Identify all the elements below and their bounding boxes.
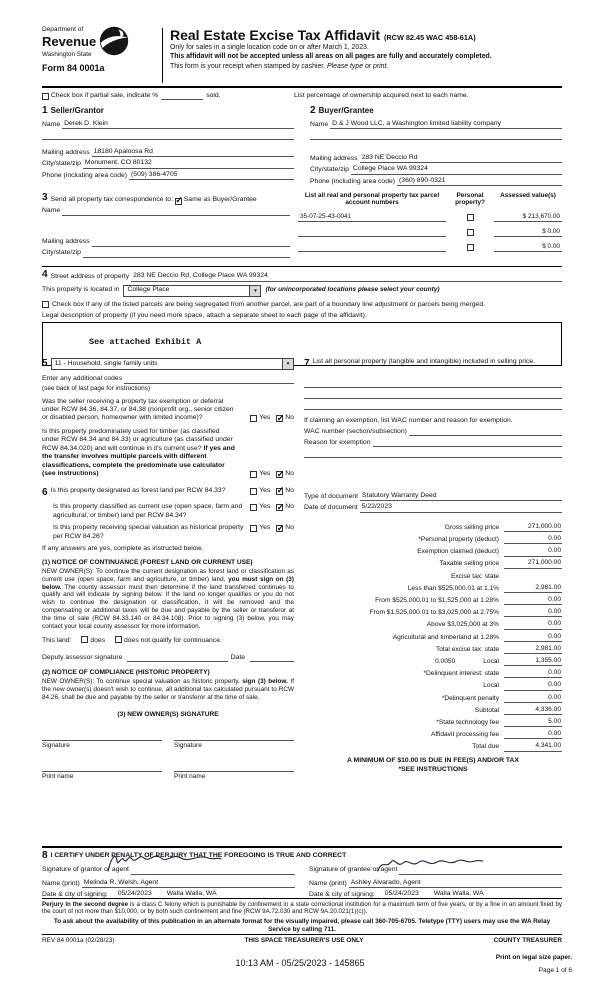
personal-property-line[interactable] [304, 399, 562, 410]
assessed-value-field[interactable]: $ 213,670.00 [494, 213, 562, 222]
section-5-number: 5 [42, 358, 48, 369]
tax-row: From $1,525,000.01 to $3,025,000 at 2.75% 0.00 [369, 608, 561, 617]
buyer-phone-field[interactable]: (360) 890-0321 [397, 177, 562, 186]
tax-row: *Personal property (deduct) 0.00 [418, 535, 561, 544]
deputy-date-field[interactable] [250, 653, 294, 662]
legal-size-note: Print on legal size paper. [495, 954, 572, 961]
predominate-use-question: Is this property predominately used for timber (as classified under RCW 84.34 and 84.33) or agriculture (as classified under RCW 84.34.020) and will continue in it's current use? If yes and the transfer involves multiple parcels with different classifications, complete the predominate use calculator (see instructions) [42, 427, 235, 478]
does-qualify-checkbox[interactable] [81, 636, 88, 643]
section-4-number: 4 [42, 269, 48, 280]
county-treasurer-label: COUNTY TREASURER [493, 937, 562, 944]
personal-property-checkbox[interactable] [467, 214, 474, 221]
exemption-claimed-value[interactable]: 0.00 [504, 547, 562, 556]
located-in-label: This property is located in [42, 286, 120, 294]
parcel-row [298, 237, 562, 252]
section-3-number: 3 [42, 192, 48, 203]
seller-phone-field[interactable]: (509) 386-4705 [129, 171, 294, 180]
exemption-reason-field[interactable] [373, 438, 563, 447]
received-timestamp: 10:13 AM - 05/25/2023 - 145865 [235, 958, 365, 968]
segregated-checkbox[interactable] [42, 301, 49, 308]
exemption-no-checkbox[interactable] [276, 415, 283, 422]
parcel-row [298, 207, 562, 222]
header-divider [162, 28, 163, 83]
predominate-no-checkbox[interactable] [276, 471, 283, 478]
new-owner-printname-row: Print name Print name [42, 762, 294, 781]
tier1-tax-value[interactable]: 2,981.00 [504, 584, 562, 593]
state-technology-fee-value[interactable]: 5.00 [504, 718, 562, 727]
predominate-yes-checkbox[interactable] [250, 471, 257, 478]
perjury-statement: Perjury in the second degree is a class C felony which is punishable by confinement in a state correctional institution for a maximum term of five years, or by a fine in an amount fixed by the court of not more than $10,000, or by both such confinement and fine (RCW 9A.72.030 and RCW 9A.20.021(1)(c)). [42, 901, 562, 916]
page-title: Real Estate Excise Tax Affidavit (RCW 82.45 WAC 458-61A) [170, 27, 476, 43]
tax-row: Agricultural and timberland at 1.28% 0.00 [392, 632, 561, 641]
tax-row: Excise tax: state [450, 572, 499, 580]
section-8 [42, 846, 562, 899]
treasurer-space-label: THIS SPACE TREASURER'S USE ONLY [244, 937, 364, 944]
section-1-number: 1 [42, 105, 48, 116]
new-owner-printname-field[interactable] [42, 762, 162, 772]
legal-description-field[interactable]: See attached Exhibit A [42, 322, 562, 366]
document-date-field[interactable]: 5/22/2023 [360, 503, 562, 512]
tax-row: *State technology fee 5.00 [436, 717, 561, 726]
notice-compliance-title: (2) NOTICE OF COMPLIANCE (HISTORIC PROPERTY) [42, 669, 210, 676]
delinquent-interest-state-value[interactable]: 0.00 [504, 669, 562, 678]
tier2-tax-value[interactable]: 0.00 [504, 596, 562, 605]
grantor-signature-block: Signature of grantor or agent Name (print) Melinda R. Welsh, Agent Date & city of signing: 05/24/2023 Walla Walla, WA [42, 866, 295, 900]
seller-name-field[interactable]: Derek D. Klein [62, 120, 294, 129]
total-due-value[interactable]: 4,341.00 [504, 742, 562, 751]
parcel-number-field[interactable]: 35-07-25-43-0041 [298, 213, 446, 222]
delinquent-penalty-value[interactable]: 0.00 [504, 694, 562, 703]
tax-row: Affidavit processing fee 0.00 [430, 730, 561, 739]
personal-property-header: Personal property? [455, 192, 485, 207]
gross-selling-price-value[interactable]: 271,000.00 [504, 523, 562, 532]
historical-question: Is this property receiving special valuation as historical property per RCW 84.26? [53, 524, 244, 540]
personal-property-line[interactable] [304, 388, 562, 399]
tax-row: Less than $525,000.01 at 1.1% 2,981.00 [407, 583, 561, 592]
tax-row: Gross selling price 271,000.00 [444, 522, 561, 531]
buyer-name2-field[interactable] [310, 131, 562, 140]
grantor-city-field[interactable]: Walla Walla, WA [163, 890, 295, 899]
personal-property-intro: List all personal property (tangible and intangible) included in selling price. [312, 358, 536, 365]
deputy-signature-field[interactable] [127, 653, 227, 662]
alternate-format-note: To ask about the availability of this publication in an alternate format for the visually impaired, please call 360-705-6705. Teletype (TTY) users may use the WA Relay Service by calling 711. [53, 917, 551, 933]
tax-row: Exemption claimed (deduct) 0.00 [417, 547, 561, 556]
header-note-3: This form is your receipt when stamped by cashier. Please type or print. [170, 62, 389, 70]
document-type-field[interactable]: Statutory Warranty Deed [360, 492, 562, 501]
deputy-assessor-row: Deputy assessor signature Date [42, 653, 294, 662]
middle-columns [42, 358, 562, 844]
land-use-dropdown[interactable]: 11 - Household, single family units ▼ [51, 358, 294, 370]
sold-label: sold. [206, 92, 221, 99]
new-owner-signature-field[interactable] [174, 731, 294, 741]
seller-mailing-field[interactable]: 18180 Apaloosa Rd [92, 148, 294, 157]
if-yes-instruction: If any answers are yes, complete as instructed below. [42, 545, 203, 553]
section-7-number: 7 [304, 358, 310, 369]
agricultural-tax-value[interactable]: 0.00 [504, 633, 562, 642]
tax-row: 0.0050 Local 1,355.00 [435, 656, 561, 665]
exemption-intro: If claiming an exemption, list WAC number and reason for exemption. [304, 416, 513, 424]
personal-property-deduct-value[interactable]: 0.00 [504, 535, 562, 544]
subtotal-value[interactable]: 4,336.00 [504, 706, 562, 715]
see-instructions-note: *SEE INSTRUCTIONS [398, 766, 468, 773]
partial-percent-field[interactable] [161, 92, 203, 100]
same-as-buyer-label: Same as Buyer/Grantee [183, 196, 257, 204]
grantee-signature-field[interactable] [399, 866, 562, 875]
buyer-mailing-field[interactable]: 283 NE Deccio Rd [360, 154, 562, 163]
exemption-reason-line[interactable] [304, 447, 562, 458]
parties-section [42, 105, 562, 186]
certify-statement: I CERTIFY UNDER PENALTY OF PERJURY THAT THE FOREGOING IS TRUE AND CORRECT [50, 852, 347, 859]
buyer-name-field[interactable]: D & J Wood LLC, a Washington limited liability company [330, 120, 562, 129]
parcel-table [298, 192, 562, 258]
seller-block: 1 Seller/Grantor Name Derek D. Klein Mailing address 18180 Apaloosa Rd City/state/zip Monument, CO 80132 Phone (including area code) (509) 386-4705 [42, 105, 294, 186]
page-number: Page 1 of 6 [538, 967, 572, 975]
personal-property-checkbox[interactable] [467, 229, 474, 236]
header-note-2: This affidavit will not be accepted unless all areas on all pages are fully and accurately completed. [170, 53, 492, 61]
correspondence-csz-field[interactable] [83, 249, 290, 258]
codes-note: (see back of last page for instructions) [42, 384, 150, 392]
assessed-value-field[interactable]: $ 0.00 [494, 243, 562, 252]
revenue-wordmark: Revenue [42, 34, 97, 50]
wac-number-field[interactable] [409, 427, 562, 436]
seller-title: Seller/Grantor [50, 106, 104, 115]
section-5-6-column: 5 11 - Household, single family units ▼ Enter any additional codes (see back of last page for instructions) Was the seller receiving a property tax exemption or deferral under RCW 84.36, 84.37, or 84.38 (nonprofit org., senior citizen or disabled person, homeowner with limited income)? Yes ✓ No Is this property predominately used for timber (as classified under RCW 84.34 and 84.33) or agriculture (as classified under RCW 84.34.020) and will continue in it's current use? If yes and the transfer involves multiple parcels with different classifications, complete the predominate use calculator (see instructions) Yes ✓ No 6 Is this property designated as forest land per RCW 84.33? Yes ✓ No Is this property classified as current use (open space, farm and agricultural, or timber) land per RCW 84.34? Yes ✓ No Is this property receiving special valuation as historical property per RCW 84.26? Yes ✓ No If any answers are yes, complete as instructed below. (1) NOTICE OF CONTINUANCE (FOREST LAND OR CURRENT USE) NEW OWNER(S): To continue the current designation as forest land or classification as current use (open space, farm and agriculture, or timber) land, you must sign on (3) below. The county assessor must then determine if the land transferred continues to qualify and will indicate by signing below. If the land no longer qualifies or you do not wish to continue the designation or classification, it will be removed and the compensating or additional taxes will be due and payable by the seller or transferor at the time of sale (RCW 84.33.140 or 84.34.108). Prior to signing (3) below, you may contact your local county assessor for more information. This land: does does not qualify for continuance. Deputy assessor signature Date (2) NOTICE OF COMPLIANCE (HISTORIC PROPERTY) NEW OWNER(S): To continue special valuation as historic property, sign (3) below. If the new owner(s) doesn't wish to continue, all additional tax calculated pursuant to RCW 84.26, shall be due and payable by the seller or transferor at the time of sale. (3) NEW OWNER(S) SIGNATURE Signature Signature Print name Print name [42, 358, 294, 844]
notice-continuance-body: NEW OWNER(S): To continue the current designation as forest land or classification as current use (open space, farm and agriculture, or timber) land, you must sign on (3) below. The county assessor must then determine if the land transferred continues to qualify and will indicate by signing below. If the land no longer qualifies or you do not wish to continue the designation or classification, it will be removed and the compensating or additional taxes will be due and payable by the seller or transferor at the time of sale (RCW 84.33.140 or 84.34.108). Prior to signing (3) below, you may contact your local county assessor for more information. [42, 568, 294, 630]
correspondence-label: Send all property tax correspondence to: [50, 196, 173, 204]
new-owner-signature-field[interactable] [42, 731, 162, 741]
parcel-row [298, 222, 562, 237]
parcel-number-field[interactable] [298, 228, 446, 237]
dor-logo-icon [99, 26, 129, 56]
correspondence-mailing-field[interactable] [92, 238, 290, 247]
tax-row: Total excise tax: state 2,981.00 [435, 644, 561, 653]
tax-row: *Delinquent interest: state 0.00 [423, 669, 561, 678]
ownership-percent-note: List percentage of ownership acquired next to each name. [294, 92, 469, 99]
taxable-selling-price-value[interactable]: 271,000.00 [504, 559, 562, 568]
bottom-row [42, 934, 562, 945]
personal-property-line[interactable] [304, 377, 562, 388]
title-block [170, 26, 562, 83]
section-8-number: 8 [42, 850, 48, 861]
partial-sale-row [42, 92, 562, 100]
seller-csz-field[interactable]: Monument, CO 80132 [83, 159, 294, 168]
tax-row: From $525,000.01 to $1,525,000 at 1.28% 0.00 [375, 596, 561, 605]
partial-sale-checkbox[interactable] [42, 93, 49, 100]
exemption-question: Was the seller receiving a property tax exemption or deferral under RCW 84.36, 84.37, or 84.38 (nonprofit org., senior citizen or disabled person, homeowner with limited income)? [42, 397, 234, 422]
tier4-tax-value[interactable]: 0.00 [504, 620, 562, 629]
forest-land-question: Is this property designated as forest land per RCW 84.33? [50, 486, 226, 494]
rcw-reference: (RCW 82.45 WAC 458-61A) [383, 33, 476, 42]
new-owner-signature-row: Signature Signature [42, 731, 294, 750]
delinquent-interest-local-value[interactable]: 0.00 [504, 681, 562, 690]
additional-codes-field[interactable] [124, 375, 294, 384]
excise-tax-table [304, 520, 562, 752]
segregated-label: Check box if any of the listed parcels are being segregated from another parcel, are part of a boundary line adjustment or parcels being merged. [52, 300, 485, 308]
land-qualify-row: This land: does does not qualify for continuance. [42, 636, 222, 644]
parcel-number-field[interactable] [298, 243, 446, 252]
tax-row: Local 0.00 [483, 681, 561, 690]
grantee-signature-block: Signature of grantee or agent Name (print) Ashley Alvarado, Agent Date & city of signing: 05/24/2023 Walla Walla, WA [309, 866, 562, 900]
current-use-no-checkbox[interactable] [276, 504, 283, 511]
notice-continuance-title: (1) NOTICE OF CONTINUANCE (FOREST LAND OR CURRENT USE) [42, 558, 253, 566]
tax-row: *Delinquent penalty 0.00 [441, 693, 561, 702]
current-use-yes-checkbox[interactable] [250, 504, 257, 511]
tax-row: Taxable selling price 271,000.00 [439, 559, 561, 568]
washington-state-label: Washington State [42, 51, 92, 59]
historical-yes-checkbox[interactable] [250, 525, 257, 532]
minimum-due-note: A MINIMUM OF $10.00 IS DUE IN FEE(S) AND/OR TAX [347, 756, 519, 764]
legal-description-label: Legal description of property (if you need more space, attach a separate sheet to each page of the affidavit). [42, 311, 367, 319]
grantee-date-field[interactable]: 05/24/2023 [377, 890, 427, 899]
street-address-field[interactable]: 283 NE Deccio Rd, College Place WA 99324 [131, 272, 562, 281]
form-number: Form 84 0001a [42, 63, 105, 74]
tax-row: Subtotal 4,336.00 [474, 705, 561, 714]
historical-no-checkbox[interactable] [276, 525, 283, 532]
seller-name2-field[interactable] [42, 131, 294, 140]
section-2-number: 2 [310, 105, 316, 116]
forest-yes-checkbox[interactable] [250, 488, 257, 495]
perjury-block [42, 898, 562, 933]
print-notes [496, 954, 572, 975]
grantor-date-field[interactable]: 05/24/2023 [110, 890, 160, 899]
location-dropdown[interactable]: College Place ▼ [123, 285, 261, 297]
tax-row: Above $3,025,000 at 3% 0.00 [426, 620, 561, 629]
grantee-city-field[interactable]: Walla Walla, WA [430, 890, 562, 899]
assessed-value-field[interactable]: $ 0.00 [494, 228, 562, 237]
buyer-block: 2 Buyer/Grantee Name D & J Wood LLC, a Washington limited liability company Mailing address 283 NE Deccio Rd City/state/zip College Place WA 99324 Phone (including area code) (360) 890-0321 [310, 105, 562, 186]
tier3-tax-value[interactable]: 0.00 [504, 608, 562, 617]
correspondence-name-field[interactable] [62, 207, 290, 216]
buyer-csz-field[interactable]: College Place WA 99324 [351, 165, 562, 174]
assessed-value-header: Assessed value(s) [500, 192, 556, 199]
affidavit-processing-fee-value[interactable]: 0.00 [504, 730, 562, 739]
notice-compliance-body: NEW OWNER(S): To continue special valuation as historic property, sign (3) below. If the new owner(s) doesn't wish to continue, all additional tax calculated pursuant to RCW 84.26, shall be due and payable by the seller or transferor at the time of sale. [42, 678, 294, 701]
exemption-yes-checkbox[interactable] [250, 415, 257, 422]
chevron-down-icon[interactable]: ▼ [282, 359, 293, 369]
form-header [42, 26, 562, 88]
forest-no-checkbox[interactable] [276, 488, 283, 495]
parcel-numbers-header: List all real and personal property tax parcel account numbers [304, 192, 440, 207]
current-use-question: Is this property classified as current use (open space, farm and agricultural, or timber) land per RCW 84.34? [53, 503, 243, 519]
dept-of-label: Department of [42, 26, 84, 33]
rev-number: REV 84 0001a (02/28/23) [42, 937, 115, 944]
unincorporated-note: (for unincorporated locations please select your county) [265, 286, 440, 294]
new-owner-signature-title: (3) NEW OWNER(S) SIGNATURE [117, 710, 219, 718]
header-note-1: Only for sales in a single location code on or after March 1, 2023. [170, 43, 369, 51]
does-not-qualify-checkbox[interactable] [115, 636, 122, 643]
new-owner-printname-field[interactable] [174, 762, 294, 772]
same-as-buyer-checkbox[interactable] [175, 198, 182, 205]
tax-row: Total due 4,341.00 [472, 742, 561, 751]
grantor-printed-name-field[interactable]: Melinda R. Welsh, Agent [82, 879, 295, 888]
local-rate: 0.0050 [435, 657, 456, 665]
grantor-signature-field[interactable] [131, 866, 295, 875]
partial-sale-label: Check box if partial sale, indicate % [50, 92, 159, 99]
section-6-number: 6 [42, 486, 48, 498]
tax-correspondence-block: 3 Send all property tax correspondence to: ✓ Same as Buyer/Grantee Name Mailing address City/state/zip [42, 192, 290, 258]
personal-property-checkbox[interactable] [467, 244, 474, 251]
total-state-excise-value[interactable]: 2,981.00 [504, 645, 562, 654]
buyer-title: Buyer/Grantee [318, 106, 374, 115]
grantee-printed-name-field[interactable]: Ashley Alvarado, Agent [349, 879, 562, 888]
section-7-column: 7 List all personal property (tangible and intangible) included in selling price. If claiming an exemption, list WAC number and reason for exemption. WAC number (section/subsection) Reason for exemption Type of document Statutory Warranty Deed Date of document 5/22/2023 Gross selling price 271,000.00 *Personal property (deduct) 0.00 Exemption claimed (deduct) 0.00 Taxable selling price 271,000.00 Excise tax: state Less than $525,000.01 at 1.1% 2,981.00 From $525,000.01 to $1,525,000 at 1.28% 0.00 From $1,525,000.01 to $3,025,000 at 2.75% 0.00 Above $3,025,000 at 3% 0.00 Agricultural and timberland at 1.28% 0.00 Total excise tax: state 2,981.00 0.0050 Local 1,355.00 *Delinquent interest: state 0.00 Local 0.00 *Delinquent penalty 0.00 Subtotal 4,336.00 *State technology fee 5.00 Affidavit processing fee 0.00 Total due 4,341.00 A MINIMUM OF $10.00 IS DUE IN FEE(S) AND/OR TAX *SEE INSTRUCTIONS [304, 358, 561, 773]
section-4: 4 Street address of property 283 NE Deccio Rd, College Place WA 99324 This property is located in College Place ▼ (for unincorporated locations please select your county) Check box if any of the listed parcels are being segregated from another parcel, are part of a boundary line adjustment or parcels being merged. Legal description of property (if you need more space, attach a separate sheet to each page of the affidavit). See attached Exhibit A [42, 266, 562, 366]
local-tax-value[interactable]: 1,355.00 [504, 657, 562, 666]
agency-block [42, 26, 160, 83]
chevron-down-icon[interactable]: ▼ [249, 286, 260, 296]
section-3 [42, 192, 562, 258]
